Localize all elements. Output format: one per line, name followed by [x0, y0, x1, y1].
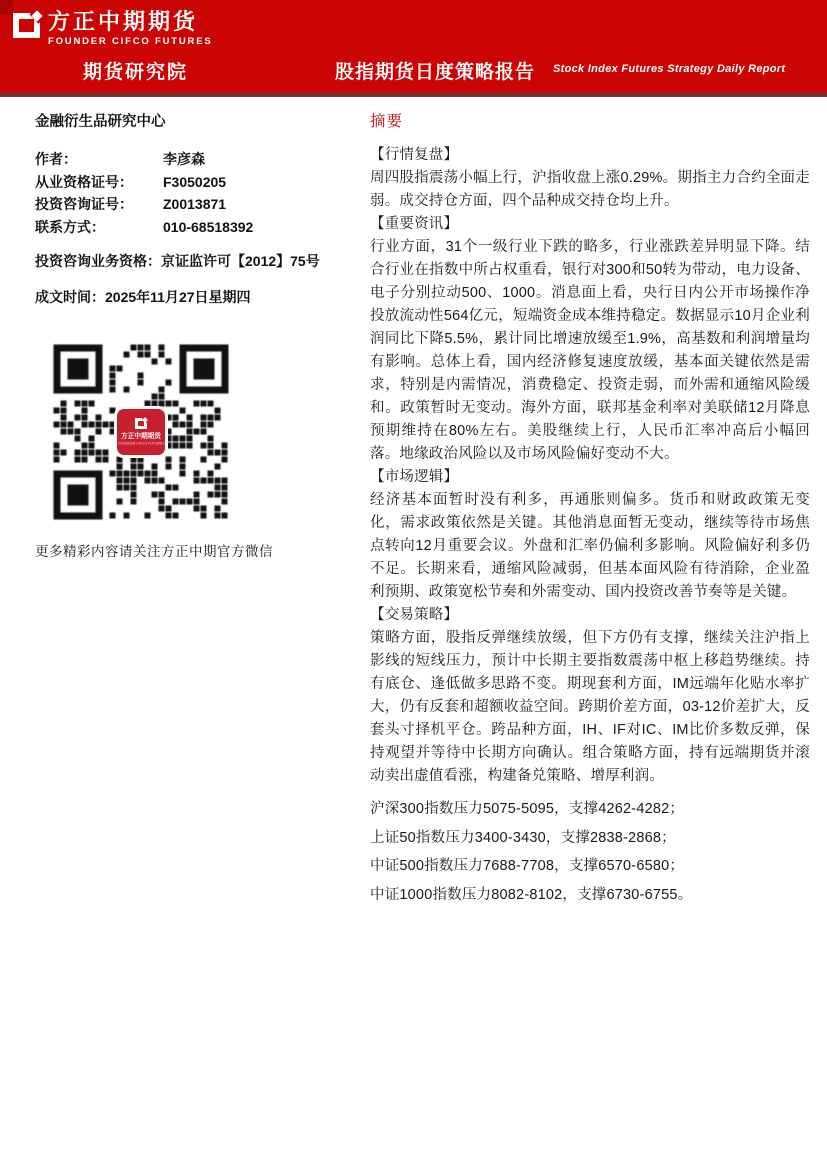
business-qualification: 投资咨询业务资格：京证监许可【2012】75号: [35, 253, 320, 269]
report-date: 成文时间：2025年11月27日星期四: [35, 289, 251, 305]
founder-logo-icon: [13, 13, 40, 38]
author-info-column: [35, 107, 370, 909]
author-fields: [35, 148, 370, 238]
company-name-en: FOUNDER CIFCO FUTURES: [48, 36, 213, 47]
company-logo: [13, 10, 212, 47]
index-levels: [370, 795, 810, 909]
level-line-csi1000: 中证1000指数压力8082-8102，支撑6730-6755。: [370, 886, 693, 903]
level-line-csi500: 中证500指数压力7688-7708，支撑6570-6580；: [370, 858, 685, 874]
abstract-title: 摘要: [370, 113, 404, 130]
report-body: [0, 97, 827, 909]
qr-code: [41, 332, 241, 532]
field-row-practice-cert: [35, 171, 370, 194]
section-body: 经济基本面暂时没有利多，再通胀则偏多。货币和财政政策无变化，需求政策依然是关键。其他消息面暂无变动，继续等待市场焦点转向12月重要会议。外盘和汇率仍偏利多影响。风险偏好利多仍不足。长期来看，通缩风险减弱，但基本面风险有待消除，企业盈利预期、政策宽松节奏和外需变动、国内投资改善节奏等是关键。: [370, 492, 810, 600]
header-banner: [0, 0, 827, 97]
qr-center-logo: [117, 409, 165, 455]
section-body: 周四股指震荡小幅上行，沪指收盘上涨0.29%。期指主力合约全面走弱。成交持仓方面，四个品种成交持仓均上升。: [370, 170, 810, 209]
section-body: 行业方面，31个一级行业下跌的略多，行业涨跌差异明显下降。结合行业在指数中所占权重看，银行对300和50转为带动，电力设备、电子分别拉动500、1000。消息面上看，央行日内公开市场操作净投放流动性564亿元，短端资金成本维持稳定。数据显示10月企业利润同比下降5.5%，累计同比增速放缓至1.9%，高基数和利润增量均有影响。总体上看，国内经济修复速度放缓，基本面关键依然是需求，特别是内需情况，消费稳定、投资走弱，而外需和通缩风险缓和。政策暂时无变动。海外方面，联邦基金利率对美联储12月降息预期维持在80%左右。美股继续上行，人民币汇率冲高后小幅回落。地缘政治风险以及市场风险偏好变动不大。: [370, 239, 810, 462]
qr-logo-text: 方正中期期货: [121, 432, 161, 440]
field-label: 联系方式：: [35, 218, 105, 235]
section-heading: 【重要资讯】: [370, 216, 459, 232]
field-label: 从业资格证号：: [35, 173, 133, 190]
research-center-name: 金融衍生品研究中心: [35, 114, 166, 130]
section-heading: 【交易策略】: [370, 607, 459, 623]
field-value: F3050205: [163, 173, 227, 190]
report-title-en: Stock Index Futures Strategy Daily Report: [553, 63, 786, 75]
banner-title-row: [0, 57, 827, 81]
field-row-contact: [35, 216, 370, 239]
company-name-cn: 方正中期期货: [48, 9, 199, 34]
field-row-author: [35, 148, 370, 171]
section-trading-strategy: [370, 604, 810, 788]
section-market-logic: [370, 466, 810, 604]
field-value: Z0013871: [163, 196, 227, 212]
level-line-hs300: 沪深300指数压力5075-5095，支撑4262-4282；: [370, 801, 685, 817]
section-body: 策略方面，股指反弹继续放缓，但下方仍有支撑，继续关注沪指上影线的短线压力，预计中长期主要指数震荡中枢上移趋势继续。持有底仓、逢低做多思路不变。期现套利方面，IM远端年化贴水率扩大，仍有反套和超额收益空间。跨期价差方面，03-12价差扩大，反套头寸择机平仓。跨品种方面，IH、IF对IC、IM比价多数反弹，保持观望并等待中长期方向确认。组合策略方面，持有远端期货并滚动卖出虚值看涨，构建备兑策略、增厚利润。: [370, 630, 810, 784]
section-market-review: [370, 144, 810, 213]
field-label: 作者：: [35, 151, 77, 167]
section-important-news: [370, 213, 810, 466]
qr-logo-text-en: FOUNDER CIFCO FUTURES: [117, 441, 165, 446]
level-line-sse50: 上证50指数压力3400-3430，支撑2838-2868；: [370, 829, 676, 846]
field-row-consult-cert: [35, 193, 370, 216]
section-heading: 【行情复盘】: [370, 147, 459, 163]
institute-title: 期货研究院: [83, 62, 189, 83]
field-value: 李彦森: [163, 151, 205, 167]
section-heading: 【市场逻辑】: [370, 469, 459, 485]
field-value: 010-68518392: [163, 218, 254, 235]
corner-decoration: [0, 0, 13, 15]
report-title: 股指期货日度策略报告: [335, 62, 536, 83]
abstract-column: [370, 107, 810, 909]
qr-caption: 更多精彩内容请关注方正中期官方微信: [35, 544, 273, 559]
founder-logo-icon: [135, 418, 147, 429]
field-label: 投资咨询证号：: [35, 196, 133, 212]
